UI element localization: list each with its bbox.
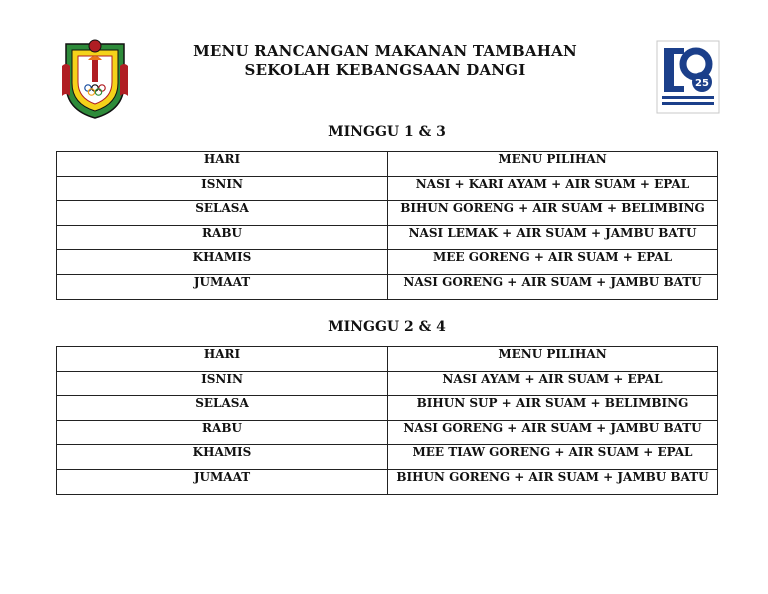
week-2-4-table xyxy=(56,346,718,495)
column-header-hari: HARI xyxy=(57,152,388,177)
week-1-3-heading: MINGGU 1 & 3 xyxy=(328,124,446,140)
menu-cell: BIHUN SUP + AIR SUAM + BELIMBING xyxy=(388,396,718,421)
day-cell: KHAMIS xyxy=(57,445,388,470)
programme-logo xyxy=(656,40,720,114)
title-line-1: MENU RANCANGAN MAKANAN TAMBAHAN xyxy=(193,42,577,60)
table-row xyxy=(57,274,718,299)
table-header-row xyxy=(57,347,718,372)
day-cell: SELASA xyxy=(57,396,388,421)
logo-number: 25 xyxy=(695,78,709,89)
menu-cell: NASI GORENG + AIR SUAM + JAMBU BATU xyxy=(388,274,718,299)
day-cell: JUMAAT xyxy=(57,469,388,494)
table-row xyxy=(57,469,718,494)
column-header-menu: MENU PILIHAN xyxy=(388,347,718,372)
day-cell: KHAMIS xyxy=(57,250,388,275)
menu-cell: NASI + KARI AYAM + AIR SUAM + EPAL xyxy=(388,176,718,201)
day-cell: RABU xyxy=(57,225,388,250)
table-row xyxy=(57,445,718,470)
menu-cell: NASI AYAM + AIR SUAM + EPAL xyxy=(388,371,718,396)
table-row xyxy=(57,176,718,201)
table-row xyxy=(57,371,718,396)
menu-cell: BIHUN GORENG + AIR SUAM + BELIMBING xyxy=(388,201,718,226)
table-row xyxy=(57,396,718,421)
menu-cell: BIHUN GORENG + AIR SUAM + JAMBU BATU xyxy=(388,469,718,494)
column-header-hari: HARI xyxy=(57,347,388,372)
day-cell: RABU xyxy=(57,420,388,445)
menu-cell: MEE TIAW GORENG + AIR SUAM + EPAL xyxy=(388,445,718,470)
menu-cell: NASI GORENG + AIR SUAM + JAMBU BATU xyxy=(388,420,718,445)
column-header-menu: MENU PILIHAN xyxy=(388,152,718,177)
table-row xyxy=(57,420,718,445)
day-cell: ISNIN xyxy=(57,176,388,201)
day-cell: SELASA xyxy=(57,201,388,226)
table-row xyxy=(57,201,718,226)
week-1-3-table xyxy=(56,151,718,300)
week-2-4-heading: MINGGU 2 & 4 xyxy=(328,319,446,335)
title-line-2: SEKOLAH KEBANGSAAN DANGI xyxy=(244,61,526,79)
table-header-row xyxy=(57,152,718,177)
menu-cell: MEE GORENG + AIR SUAM + EPAL xyxy=(388,250,718,275)
table-row xyxy=(57,250,718,275)
menu-cell: NASI LEMAK + AIR SUAM + JAMBU BATU xyxy=(388,225,718,250)
day-cell: JUMAAT xyxy=(57,274,388,299)
table-row xyxy=(57,225,718,250)
day-cell: ISNIN xyxy=(57,371,388,396)
document-title xyxy=(160,42,610,80)
school-crest-logo xyxy=(60,36,130,120)
